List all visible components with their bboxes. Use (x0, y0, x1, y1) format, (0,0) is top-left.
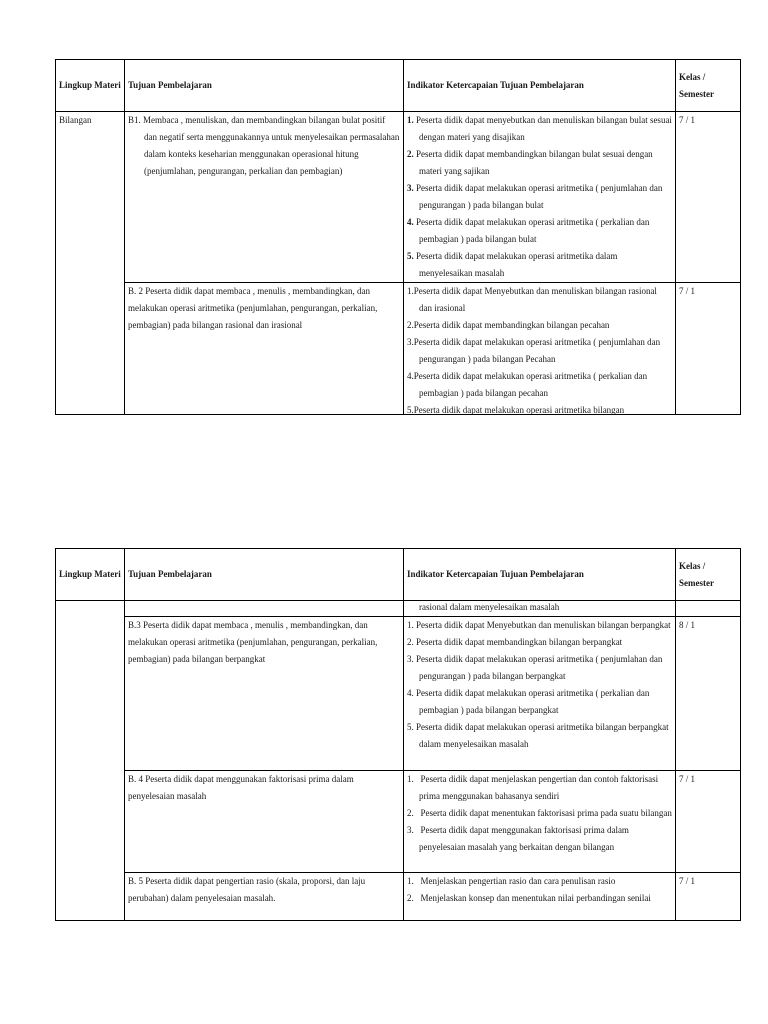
header-lingkup-materi: Lingkup Materi (56, 60, 125, 112)
list-item: 4.Peserta didik dapat melakukan operasi aritmetika ( perkalian dan pembagian ) pada bilangan pecahan (407, 371, 648, 398)
header-tujuan-pembelajaran: Tujuan Pembelajaran (125, 549, 404, 601)
kelas-cell: 7 / 1 (676, 112, 741, 283)
tujuan-cell (125, 601, 404, 617)
table-header-row (56, 549, 741, 601)
list-item: 2.Peserta didik dapat membandingkan bilangan pecahan (407, 320, 610, 330)
list-item: 5. Peserta didik dapat melakukan operasi aritmetika dalam menyelesaikan masalah (407, 251, 618, 278)
indikator-cell (404, 112, 676, 283)
list-item: 1. Menjelaskan pengertian rasio dan cara penulisan rasio (407, 876, 616, 886)
list-item: 1.Peserta didik dapat Menyebutkan dan menuliskan bilangan rasional dan irasional (407, 286, 657, 313)
header-lingkup-materi: Lingkup Materi (56, 549, 125, 601)
list-item: 4. Peserta didik dapat melakukan operasi aritmetika ( perkalian dan pembagian ) pada bilangan berpangkat (407, 688, 650, 715)
tujuan-cell: B. 2 Peserta didik dapat membaca , menulis , membandingkan, dan melakukan operasi aritmetika (penjumlahan, pengurangan, perkalian, pembagian) pada bilangan rasional dan irasional (125, 283, 404, 415)
list-item: 1. Peserta didik dapat menyebutkan dan menuliskan bilangan bulat sesuai dengan materi yang disajikan (407, 115, 672, 142)
table-row (56, 112, 741, 283)
indikator-cell (404, 771, 676, 873)
header-kelas-semester: Kelas / Semester (676, 60, 741, 112)
kelas-cell (676, 601, 741, 617)
table-row (56, 283, 741, 415)
list-item: 1. Peserta didik dapat Menyebutkan dan menuliskan bilangan berpangkat (407, 620, 671, 630)
table-row (56, 771, 741, 873)
learning-objectives-table-1 (55, 59, 741, 415)
tujuan-cell: B. 4 Peserta didik dapat menggunakan faktorisasi prima dalam penyelesaian masalah (125, 771, 404, 873)
list-item: 3. Peserta didik dapat menggunakan faktorisasi prima dalam penyelesaian masalah yang berkaitan dengan bilangan (407, 825, 629, 852)
list-item: 3. Peserta didik dapat melakukan operasi aritmetika ( penjumlahan dan pengurangan ) pada bilangan berpangkat (407, 654, 663, 681)
learning-objectives-table-2 (55, 548, 741, 921)
list-item: 2. Peserta didik dapat membandingkan bilangan berpangkat (407, 637, 623, 647)
list-item: 4. Peserta didik dapat melakukan operasi aritmetika ( perkalian dan pembagian ) pada bilangan bulat (407, 217, 650, 244)
list-item: 5.Peserta didik dapat melakukan operasi aritmetika bilangan (407, 405, 625, 414)
header-tujuan-pembelajaran: Tujuan Pembelajaran (125, 60, 404, 112)
table-row (56, 601, 741, 617)
list-item: 3. Peserta didik dapat melakukan operasi aritmetika ( penjumlahan dan pengurangan ) pada bilangan bulat (407, 183, 663, 210)
list-item: 1. Peserta didik dapat menjelaskan pengertian dan contoh faktorisasi prima menggunakan bahasanya sendiri (407, 774, 659, 801)
lingkup-materi-cell: Bilangan (56, 112, 125, 415)
list-item: 5. Peserta didik dapat melakukan operasi aritmetika bilangan berpangkat dalam menyelesaikan masalah (407, 722, 669, 749)
header-kelas-semester: Kelas / Semester (676, 549, 741, 601)
list-item: 2. Menjelaskan konsep dan menentukan nilai perbandingan senilai (407, 893, 651, 903)
table-row (56, 617, 741, 771)
indikator-list (407, 873, 672, 907)
list-item: 3.Peserta didik dapat melakukan operasi aritmetika ( penjumlahan dan pengurangan ) pada bilangan Pecahan (407, 337, 661, 364)
indikator-cell (404, 283, 676, 415)
indikator-cell (404, 873, 676, 921)
kelas-cell: 8 / 1 (676, 617, 741, 771)
tujuan-cell: B.3 Peserta didik dapat membaca , menulis , membandingkan, dan melakukan operasi aritmetika (penjumlahan, pengurangan, perkalian, pembagian) pada bilangan berpangkat (125, 617, 404, 771)
indikator-cell (404, 601, 676, 617)
tujuan-cell: B. 5 Peserta didik dapat pengertian rasio (skala, proporsi, dan laju perubahan) dalam penyelesaian masalah. (125, 873, 404, 921)
header-indikator: Indikator Ketercapaian Tujuan Pembelajaran (404, 60, 676, 112)
kelas-cell: 7 / 1 (676, 873, 741, 921)
indikator-list (407, 283, 672, 414)
indikator-list (407, 617, 672, 753)
kelas-cell: 7 / 1 (676, 771, 741, 873)
table-header-row (56, 60, 741, 112)
indikator-cell (404, 617, 676, 771)
header-indikator: Indikator Ketercapaian Tujuan Pembelajaran (404, 549, 676, 601)
tujuan-cell (125, 112, 404, 283)
tujuan-text: B1. Membaca , menuliskan, dan membandingkan bilangan bulat positif dan negatif serta menggunakannya untuk menyelesaikan permasalahan dalam konteks keseharian menggunakan operasional hitung (penjumlahan, pengurangan, perkalian dan pembagian) (128, 115, 400, 176)
table-row (56, 873, 741, 921)
continuation-text: rasional dalam menyelesaikan masalah (419, 602, 560, 612)
indikator-list (407, 112, 672, 282)
lingkup-materi-cell (56, 601, 125, 921)
indikator-list (407, 771, 672, 856)
list-item: 2. Peserta didik dapat membandingkan bilangan bulat sesuai dengan materi yang sajikan (407, 149, 653, 176)
kelas-cell: 7 / 1 (676, 283, 741, 415)
list-item: 2. Peserta didik dapat menentukan faktorisasi prima pada suatu bilangan (407, 808, 672, 818)
